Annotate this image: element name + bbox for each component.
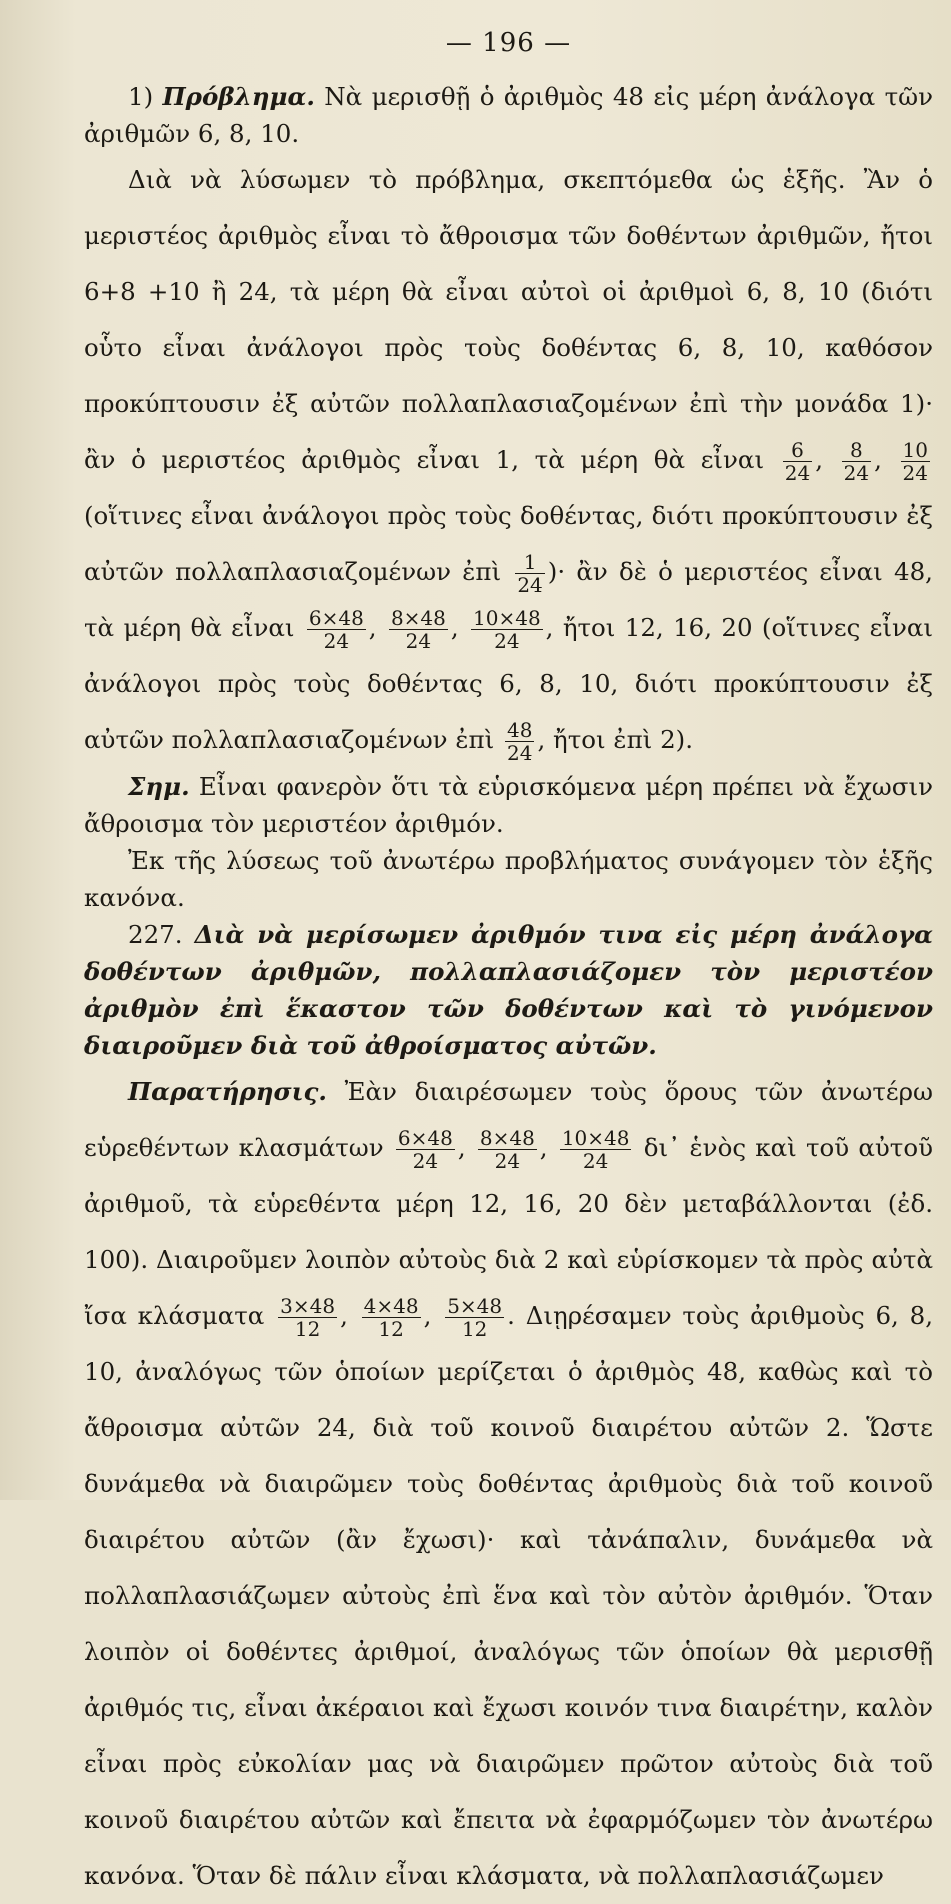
denominator: 24 <box>494 629 520 653</box>
fraction <box>505 719 534 764</box>
numerator: 4×48 <box>363 1294 419 1318</box>
page-number: — 196 — <box>445 28 572 58</box>
denominator: 24 <box>412 1149 439 1173</box>
note-text: Εἶναι φανερὸν ὅτι τὰ εὑρισκόμενα μέρη πρέπει νὰ ἔχωσιν ἄθροισμα τὸν μεριστέον ἀριθμόν. <box>84 772 934 838</box>
fraction <box>471 607 543 652</box>
numerator: 1 <box>515 551 544 574</box>
fraction <box>560 1127 632 1172</box>
problem-number: 1) <box>128 82 154 111</box>
solution-paragraph: Διὰ νὰ λύσωμεν τὸ πρόβλημα, σκεπτόμεθα ὡς ἑξῆς. Ἂν ὁ μεριστέος ἀριθμὸς εἶναι τὸ ἄθροισμα τῶν δοθέντων ἀριθμῶν, ἤτοι 6+8 +10 ἢ 24, τὰ μέρη θὰ εἶναι αὐτοὶ οἱ ἀριθμοὶ 6, 8, 10 (διότι οὗτο εἶναι ἀνάλογοι πρὸς τοὺς δοθέντας 6, 8, 10, καθόσον προκύπτουσιν ἐξ αὐτῶν πολλαπλασιαζομένων ἐπὶ τὴν μονάδα 1)· ἂν ὁ μεριστέος ἀριθμὸς εἶναι 1, τὰ μέρη θὰ εἶναι $\frac{6}{24}$ , $\frac{8}{24}$ , $\frac{10}{24}$ (οἵτινες εἶναι ἀνάλογοι πρὸς τοὺς δοθέντας, διότι προκύπτουσιν ἐξ αὐτῶν πολλαπλασιαζομένων ἐπὶ $\frac{1}{24}$ )· ἂν δὲ ὁ μεριστέος εἶναι 48, τὰ μέρη θὰ εἶναι $\frac{6\times 48}{24}$ , $\frac{8\times 48}{24}$ , $\frac{10\times 48}{24}$ , ἤτοι 12, 16, 20 (οἵτινες εἶναι ἀνάλογοι πρὸς τοὺς δοθέντας 6, 8, 10, διότι προκύπτουσιν ἐξ αὐτῶν πολλαπλασιαζομένων ἐπὶ $\frac{48}{24}$ , ἤτοι ἐπὶ 2). <box>84 165 933 765</box>
fraction <box>389 607 448 652</box>
denominator: 24 <box>582 1149 609 1173</box>
solution-text-1: Διὰ νὰ λύσωμεν τὸ πρόβλημα, σκεπτόμεθα ὡς ἑξῆς. Ἂν ὁ μεριστέος ἀριθμὸς εἶναι τὸ ἄθροισμα τῶν δοθέντων ἀριθμῶν, ἤτοι 6+8 +10 ἢ 24, τὰ μέρη θὰ εἶναι αὐτοὶ οἱ ἀριθμοὶ 6, 8, 10 (διότι οὗτο εἶναι ἀνάλογοι πρὸς τοὺς δοθέντας 6, 8, 10, καθόσον προκύπτουσιν ἐξ αὐτῶν πολλαπλασιαζομένων ἐπὶ τὴν μονάδα 1)· ἂν ὁ μεριστέος ἀριθμὸς εἶναι 1, τὰ μέρη θὰ εἶναι <box>84 165 933 474</box>
denominator: 12 <box>378 1317 404 1341</box>
remark-text-2: δι᾽ ἑνὸς καὶ τοῦ αὐτοῦ ἀριθμοῦ, τὰ εὑρεθέντα μέρη 12, 16, 20 δὲν μεταβάλλονται (ἐδ. 100). Διαιροῦμεν λοιπὸν αὐτοὺς διὰ 2 καὶ εὑρίσκομεν τὰ πρὸς αὐτὰ ἴσα κλάσματα <box>84 1133 934 1330</box>
fraction <box>445 1295 504 1340</box>
fraction <box>901 439 930 484</box>
fraction <box>307 607 366 652</box>
numerator: 6×48 <box>308 606 364 630</box>
fraction <box>362 1295 421 1340</box>
numerator: 8×48 <box>479 1126 535 1150</box>
note-heading: Σημ. <box>128 772 190 801</box>
conclusion-text: Ἐκ τῆς λύσεως τοῦ ἀνωτέρω προβλήματος συνάγομεν τὸν ἑξῆς κανόνα. <box>84 846 933 912</box>
denominator: 12 <box>461 1317 488 1341</box>
denominator: 24 <box>405 629 432 653</box>
problem-heading: Πρόβλημα. <box>162 82 315 111</box>
rule-text: Διὰ νὰ μερίσωμεν ἀριθμόν τινα εἰς μέρη ἀνάλογα δοθέντων ἀριθμῶν, πολλαπλασιάζομεν τὸν μεριστέον ἀριθμὸν ἐπὶ ἕκαστον τῶν δοθέντων καὶ τὸ γινόμενον διαιροῦμεν διὰ τοῦ ἀθροίσματος αὐτῶν. <box>84 920 933 1060</box>
solution-text-2: (οἵτινες εἶναι ἀνάλογοι πρὸς τοὺς δοθέντας, διότι προκύπτουσιν ἐξ αὐτῶν πολλαπλασιαζομένων ἐπὶ <box>84 501 933 586</box>
numerator: 48 <box>507 718 533 742</box>
fraction <box>842 439 871 484</box>
denominator: 24 <box>507 741 533 765</box>
fraction <box>396 1127 455 1172</box>
problem-paragraph <box>84 78 933 152</box>
remark-text-3: Διῃρέσαμεν τοὺς ἀριθμοὺς 6, 8, 10, ἀναλόγως τῶν ὁποίων μερίζεται ὁ ἀριθμὸς 48, καθὼς καὶ τὸ ἄθροισμα αὐτῶν 24, διὰ τοῦ κοινοῦ διαιρέτου αὐτῶν 2. Ὥστε δυνάμεθα νὰ διαιρῶμεν τοὺς δοθέντας ἀριθμοὺς διὰ τοῦ κοινοῦ διαιρέτου αὐτῶν (ἂν ἔχωσι)· καὶ τἀνάπαλιν, δυνάμεθα νὰ πολλαπλασιάζωμεν αὐτοὺς ἐπὶ ἕνα καὶ τὸν αὐτὸν ἀριθμόν. Ὅταν λοιπὸν οἱ δοθέντες ἀριθμοί, ἀναλόγως τῶν ὁποίων θὰ μερισθῇ ἀριθμός τις, εἶναι ἀκέραιοι καὶ ἔχωσι κοινόν τινα διαιρέτην, καλὸν εἶναι πρὸς εὐκολίαν μας νὰ διαιρῶμεν πρῶτον αὐτοὺς διὰ τοῦ κοινοῦ διαιρέτου αὐτῶν καὶ ἔπειτα νὰ ἐφαρμόζωμεν τὸν ἀνωτέρω κανόνα. Ὅταν δὲ πάλιν εἶναι κλάσματα, νὰ πολλαπλασιάζωμεν <box>84 1301 934 1890</box>
problem-text: Νὰ μερισθῇ ὁ ἀριθμὸς 48 εἰς μέρη ἀνάλογα τῶν ἀριθμῶν 6, 8, 10. <box>84 82 934 148</box>
numerator: 6×48 <box>397 1126 453 1150</box>
solution-text-3: )· ἂν δὲ ὁ μεριστέος εἶναι 48, τὰ μέρη θὰ εἶναι <box>84 557 933 642</box>
fraction <box>478 1127 537 1172</box>
solution-text-5: ἤτοι ἐπὶ 2). <box>553 725 694 754</box>
conclusion-paragraph <box>84 842 933 916</box>
fraction <box>278 1295 337 1340</box>
numerator: 8×48 <box>390 606 446 630</box>
numerator: 6 <box>783 439 812 462</box>
remark-paragraph: Παρατήρησις. Ἐὰν διαιρέσωμεν τοὺς ὅρους τῶν ἀνωτέρω εὑρεθέντων κλασμάτων $\frac{6\times 48}{24}$ , $\frac{8\times 48}{24}$ , $\frac{10\times 48}{24}$ δι᾽ ἑνὸς καὶ τοῦ αὐτοῦ ἀριθμοῦ, τὰ εὑρεθέντα μέρη 12, 16, 20 δὲν μεταβάλλονται (ἐδ. 100). Διαιροῦμεν λοιπὸν αὐτοὺς διὰ 2 καὶ εὑρίσκομεν τὰ πρὸς αὐτὰ ἴσα κλάσματα $\frac{3\times 48}{12}$ , $\frac{4\times 48}{12}$ , $\frac{5\times 48}{12}$ . Διῃρέσαμεν τοὺς ἀριθμοὺς 6, 8, 10, ἀναλόγως τῶν ὁποίων μερίζεται ὁ ἀριθμὸς 48, καθὼς καὶ τὸ ἄθροισμα αὐτῶν 24, διὰ τοῦ κοινοῦ διαιρέτου αὐτῶν 2. Ὥστε δυνάμεθα νὰ διαιρῶμεν τοὺς δοθέντας ἀριθμοὺς διὰ τοῦ κοινοῦ διαιρέτου αὐτῶν (ἂν ἔχωσι)· καὶ τἀνάπαλιν, δυνάμεθα νὰ πολλαπλασιάζωμεν αὐτοὺς ἐπὶ ἕνα καὶ τὸν αὐτὸν ἀριθμόν. Ὅταν λοιπὸν οἱ δοθέντες ἀριθμοί, ἀναλόγως τῶν ὁποίων θὰ μερισθῇ ἀριθμός τις, εἶναι ἀκέραιοι καὶ ἔχωσι κοινόν τινα διαιρέτην, καλὸν εἶναι πρὸς εὐκολίαν μας νὰ διαιρῶμεν πρῶτον αὐτοὺς διὰ τοῦ κοινοῦ διαιρέτου αὐτῶν καὶ ἔπειτα νὰ ἐφαρμόζωμεν τὸν ἀνωτέρω κανόνα. Ὅταν δὲ πάλιν εἶναι κλάσματα, νὰ πολλαπλασιάζωμεν <box>84 1077 934 1890</box>
note-paragraph <box>84 768 933 842</box>
denominator: 24 <box>494 1149 521 1173</box>
rule-number: 227. <box>128 920 183 949</box>
remark-heading: Παρατήρησις. <box>128 1077 327 1106</box>
fraction <box>783 439 812 484</box>
numerator: 10×48 <box>561 1126 630 1150</box>
numerator: 3×48 <box>280 1294 336 1318</box>
numerator: 8 <box>842 439 871 462</box>
denominator: 24 <box>843 461 870 485</box>
numerator: 5×48 <box>447 1294 503 1318</box>
solution-text-4: ἤτοι 12, 16, 20 (οἵτινες εἶναι ἀνάλογοι πρὸς τοὺς δοθέντας 6, 8, 10, διότι προκύπτουσιν ἐξ αὐτῶν πολλαπλασιαζομένων ἐπὶ <box>84 613 933 754</box>
denominator: 24 <box>517 573 543 597</box>
denominator: 24 <box>902 461 928 485</box>
fraction <box>515 551 544 596</box>
denominator: 12 <box>294 1317 321 1341</box>
denominator: 24 <box>323 629 350 653</box>
rule-paragraph <box>84 916 933 1064</box>
denominator: 24 <box>784 461 811 485</box>
remark-text-1: Ἐὰν διαιρέσωμεν τοὺς ὅρους τῶν ἀνωτέρω εὑρεθέντων κλασμάτων <box>84 1077 933 1162</box>
numerator: 10 <box>902 438 928 462</box>
numerator: 10×48 <box>473 606 541 630</box>
